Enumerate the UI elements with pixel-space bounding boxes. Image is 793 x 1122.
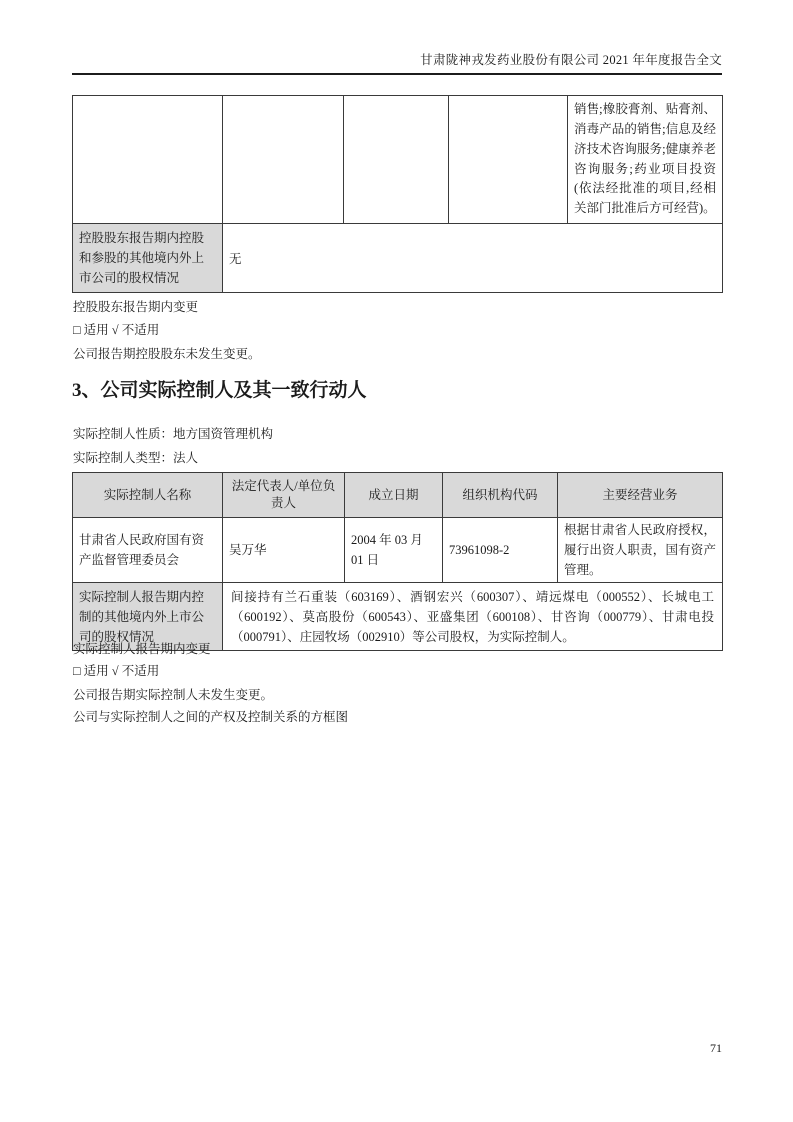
empty-cell [73, 96, 223, 224]
controller-change-title: 实际控制人报告期内变更 [73, 642, 211, 656]
founded-date-header: 成立日期 [345, 473, 443, 518]
org-code-header: 组织机构代码 [443, 473, 558, 518]
controller-table-header-row [73, 473, 723, 518]
main-business-cell: 根据甘肃省人民政府授权，履行出资人职责，国有资产管理。 [558, 518, 723, 583]
business-scope-row [73, 96, 723, 224]
empty-cell [344, 96, 449, 224]
main-business-header: 主要经营业务 [558, 473, 723, 518]
empty-cell [449, 96, 568, 224]
header-divider [72, 73, 722, 75]
controller-holdings-label: 实际控制人报告期内控制的其他境内外上市公司的股权情况 [73, 583, 223, 651]
page-header-title: 甘肃陇神戎发药业股份有限公司 2021 年年度报告全文 [420, 53, 722, 67]
page-number: 71 [710, 1041, 722, 1055]
page-header [72, 52, 722, 68]
other-listed-companies-row [73, 224, 723, 293]
legal-rep-cell: 吴万华 [223, 518, 345, 583]
controller-data-row [73, 518, 723, 583]
controlling-shareholder-table [72, 95, 723, 293]
controlling-shareholder-change-note: 公司报告期控股股东未发生变更。 [73, 347, 261, 361]
controller-diagram-caption: 公司与实际控制人之间的产权及控制关系的方框图 [73, 710, 349, 724]
controller-holdings-value: 间接持有兰石重装（603169）、酒钢宏兴（600307）、靖远煤电（000552）、长城电工（600192）、莫高股份（600543）、亚盛集团（600108）、甘咨询（000779）、甘肃电投（000791）、庄园牧场（002910）等公司股权，为实际控制人。 [223, 583, 723, 651]
controller-change-note: 公司报告期实际控制人未发生变更。 [73, 688, 274, 702]
controlling-shareholder-change-applicable: □ 适用 √ 不适用 [73, 323, 160, 337]
controlling-shareholder-change-title: 控股股东报告期内变更 [73, 300, 199, 314]
founded-date-cell: 2004 年 03 月 01 日 [345, 518, 443, 583]
controller-name-cell: 甘肃省人民政府国有资产监督管理委员会 [73, 518, 223, 583]
section-heading: 3、公司实际控制人及其一致行动人 [72, 380, 367, 401]
actual-controller-table [72, 472, 723, 651]
org-code-cell: 73961098-2 [443, 518, 558, 583]
controller-nature: 实际控制人性质：地方国资管理机构 [73, 427, 274, 441]
controller-change-applicable: □ 适用 √ 不适用 [73, 664, 160, 678]
empty-cell [223, 96, 344, 224]
other-listed-companies-value: 无 [223, 224, 723, 293]
legal-rep-header: 法定代表人/单位负责人 [223, 473, 345, 518]
business-scope-continued-cell: 销售;橡胶膏剂、贴膏剂、消毒产品的销售;信息及经济技术咨询服务;健康养老咨询服务;药业项目投资(依法经批准的项目,经相关部门批准后方可经营)。 [568, 96, 723, 224]
controller-type: 实际控制人类型：法人 [73, 451, 199, 465]
other-listed-companies-label: 控股股东报告期内控股和参股的其他境内外上市公司的股权情况 [73, 224, 223, 293]
controller-name-header: 实际控制人名称 [73, 473, 223, 518]
